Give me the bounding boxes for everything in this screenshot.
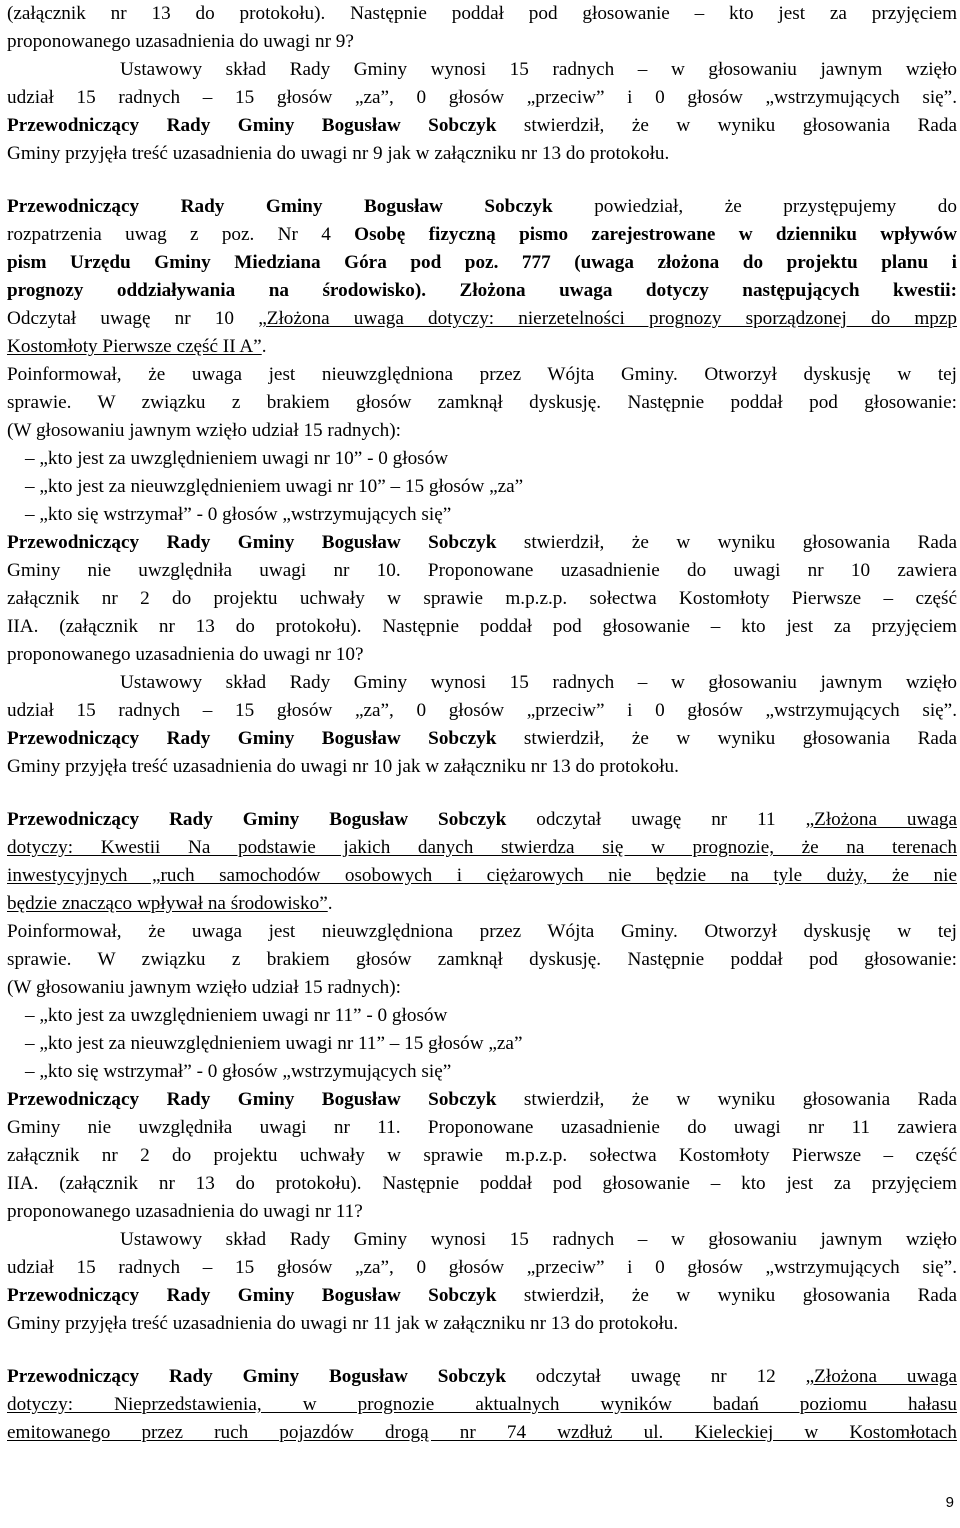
vote-item: – „kto się wstrzymał” - 0 głosów „wstrzymujących się” — [25, 1061, 452, 1082]
text-line: IIA. (załącznik nr 13 do protokołu). Następnie poddał pod głosowanie – kto jest za przyjęciem — [7, 1173, 957, 1194]
text-line — [7, 725, 957, 753]
text-span: Nr 4 — [277, 224, 355, 245]
text-span: . — [327, 893, 333, 914]
page-number: 9 — [945, 1494, 954, 1511]
text-line: (załącznik nr 13 do protokołu). Następnie poddał pod głosowanie – kto jest za przyjęciem — [7, 3, 957, 24]
chairman-name: Przewodniczący Rady Gminy Bogusław Sobczyk — [7, 1089, 497, 1110]
text-span: Odczytał uwagę nr 10 — [7, 308, 259, 329]
text-line: Poinformował, że uwaga jest nieuwzględniona przez Wójta Gminy. Otworzył dyskusję w tej — [7, 921, 957, 942]
remark-quote: emitowanego przez ruch pojazdów drogą nr 74 wzdłuż ul. Kieleckiej w Kostomłotach — [7, 1422, 957, 1443]
text-line — [7, 890, 957, 918]
text-line: Gminy przyjęła treść uzasadnienia do uwagi nr 11 jak w załączniku nr 13 do protokołu. — [7, 1313, 679, 1334]
text-line — [7, 806, 957, 834]
text-span: stwierdził, że w wyniku głosowania Rada — [496, 532, 957, 553]
text-line — [7, 112, 957, 140]
chairman-name: Przewodniczący Rady Gminy Bogusław Sobczyk — [7, 532, 497, 553]
text-line: Poinformował, że uwaga jest nieuwzględniona przez Wójta Gminy. Otworzył dyskusję w tej — [7, 364, 957, 385]
vote-item: – „kto się wstrzymał” - 0 głosów „wstrzymujących się” — [25, 504, 452, 525]
text-line: udział 15 radnych – 15 głosów „za”, 0 głosów „przeciw” i 0 głosów „wstrzymujących się”. — [7, 87, 957, 108]
text-line: sprawie. W związku z brakiem głosów zamknął dyskusję. Następnie poddał pod głosowanie: — [7, 392, 957, 413]
text-line: (W głosowaniu jawnym wzięło udział 15 radnych): — [7, 977, 401, 998]
text-span: odczytał uwagę nr 11 — [506, 809, 806, 830]
text-line — [7, 1282, 957, 1310]
text-span: Osobę fizyczną pismo zarejestrowane w dzienniku wpływów — [354, 224, 958, 245]
text-span: . — [261, 336, 267, 357]
text-line: udział 15 radnych – 15 głosów „za”, 0 głosów „przeciw” i 0 głosów „wstrzymujących się”. — [7, 1257, 957, 1278]
text-line: pism Urzędu Gminy Miedziana Góra pod poz. 777 (uwaga złożona do projektu planu i — [7, 252, 957, 273]
chairman-name: Przewodniczący Rady Gminy Bogusław Sobczyk — [7, 1285, 497, 1306]
text-span: stwierdził, że w wyniku głosowania Rada — [496, 115, 957, 136]
text-line — [7, 1363, 957, 1391]
text-line: Ustawowy skład Rady Gminy wynosi 15 radnych – w głosowaniu jawnym wzięło — [120, 672, 957, 693]
text-line: załącznik nr 2 do projektu uchwały w sprawie m.p.z.p. sołectwa Kostomłoty Pierwsze – część — [7, 1145, 957, 1166]
text-line: sprawie. W związku z brakiem głosów zamknął dyskusję. Następnie poddał pod głosowanie: — [7, 949, 957, 970]
chairman-name: Przewodniczący Rady Gminy Bogusław Sobczyk — [7, 115, 497, 136]
text-span: stwierdził, że w wyniku głosowania Rada — [496, 1089, 957, 1110]
text-line: IIA. (załącznik nr 13 do protokołu). Następnie poddał pod głosowanie – kto jest za przyjęciem — [7, 616, 957, 637]
chairman-name: Przewodniczący Rady Gminy Bogusław Sobczyk — [7, 728, 497, 749]
text-line: prognozy oddziaływania na środowisko). Złożona uwaga dotyczy następujących kwestii: — [7, 280, 957, 301]
text-span: stwierdził, że w wyniku głosowania Rada — [496, 1285, 957, 1306]
chairman-name: Przewodniczący Rady Gminy Bogusław Sobczyk — [7, 1366, 506, 1387]
chairman-name: Przewodniczący Rady Gminy Bogusław Sobczyk — [7, 196, 553, 217]
text-line: proponowanego uzasadnienia do uwagi nr 11? — [7, 1201, 363, 1222]
remark-quote: dotyczy: Nieprzedstawienia, w prognozie aktualnych wyników badań poziomu hałasu — [7, 1394, 957, 1415]
text-line — [7, 193, 957, 221]
text-span: stwierdził, że w wyniku głosowania Rada — [496, 728, 957, 749]
text-line: udział 15 radnych – 15 głosów „za”, 0 głosów „przeciw” i 0 głosów „wstrzymujących się”. — [7, 700, 957, 721]
text-line — [7, 305, 957, 333]
remark-quote: Kostomłoty Pierwsze część II A” — [7, 336, 262, 357]
text-line: (W głosowaniu jawnym wzięło udział 15 radnych): — [7, 420, 401, 441]
vote-item: – „kto jest za nieuwzględnieniem uwagi nr 10” – 15 głosów „za” — [25, 476, 524, 497]
chairman-name: Przewodniczący Rady Gminy Bogusław Sobczyk — [7, 809, 507, 830]
remark-quote: „Złożona uwaga — [805, 1366, 957, 1387]
text-line: Gminy nie uwzględniła uwagi nr 10. Proponowane uzasadnienie do uwagi nr 10 zawiera — [7, 560, 957, 581]
remark-quote: będzie znacząco wpływał na środowisko” — [7, 893, 328, 914]
text-span: rozpatrzenia uwag z poz. — [7, 224, 278, 245]
remark-quote: inwestycyjnych „ruch samochodów osobowych i ciężarowych nie będzie na tyle duży, że nie — [7, 865, 957, 886]
vote-item: – „kto jest za uwzględnieniem uwagi nr 11” - 0 głosów — [25, 1005, 448, 1026]
text-line: załącznik nr 2 do projektu uchwały w sprawie m.p.z.p. sołectwa Kostomłoty Pierwsze – część — [7, 588, 957, 609]
text-line — [7, 1086, 957, 1114]
text-span: odczytał uwagę nr 12 — [506, 1366, 806, 1387]
text-line: Gminy nie uwzględniła uwagi nr 11. Proponowane uzasadnienie do uwagi nr 11 zawiera — [7, 1117, 957, 1138]
text-line: Ustawowy skład Rady Gminy wynosi 15 radnych – w głosowaniu jawnym wzięło — [120, 59, 957, 80]
remark-quote: „Złożona uwaga — [805, 809, 957, 830]
text-line: proponowanego uzasadnienia do uwagi nr 10? — [7, 644, 364, 665]
remark-quote: dotyczy: Kwestii Na podstawie jakich danych stwierdza się w prognozie, że na terenach — [7, 837, 957, 858]
text-span: powiedział, że przystępujemy do — [552, 196, 957, 217]
text-line: Gminy przyjęła treść uzasadnienia do uwagi nr 9 jak w załączniku nr 13 do protokołu. — [7, 143, 670, 164]
text-line: Ustawowy skład Rady Gminy wynosi 15 radnych – w głosowaniu jawnym wzięło — [120, 1229, 957, 1250]
text-line — [7, 333, 957, 361]
text-line — [7, 529, 957, 557]
text-line: proponowanego uzasadnienia do uwagi nr 9? — [7, 31, 354, 52]
vote-item: – „kto jest za nieuwzględnieniem uwagi nr 11” – 15 głosów „za” — [25, 1033, 523, 1054]
vote-item: – „kto jest za uwzględnieniem uwagi nr 10” - 0 głosów — [25, 448, 449, 469]
text-line — [7, 221, 957, 249]
document-page — [7, 0, 957, 1447]
remark-quote: „Złożona uwaga dotyczy: nierzetelności prognozy sporządzonej do mpzp — [258, 308, 957, 329]
text-line: Gminy przyjęła treść uzasadnienia do uwagi nr 10 jak w załączniku nr 13 do protokołu. — [7, 756, 679, 777]
